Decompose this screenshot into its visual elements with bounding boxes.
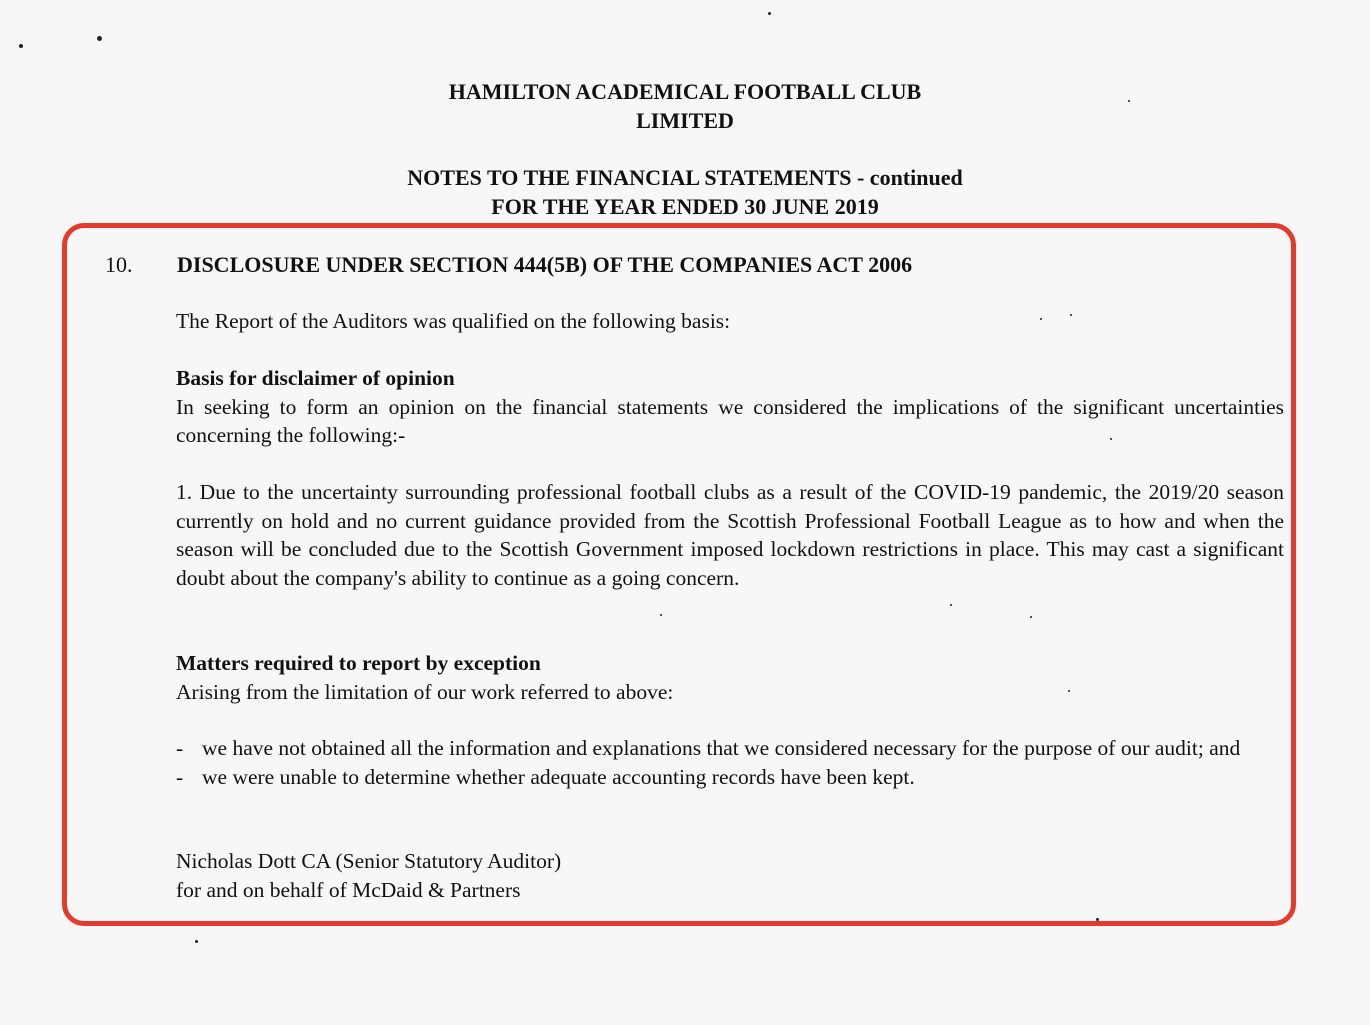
bullet-list	[176, 734, 1284, 791]
document-header	[0, 77, 1370, 135]
intro-text: The Report of the Auditors was qualified on the following basis:	[176, 309, 731, 333]
list-item	[176, 734, 1284, 763]
matters-section	[176, 649, 1284, 706]
signatory-name: Nicholas Dott CA (Senior Statutory Auditor)	[176, 849, 562, 873]
point-1-text: 1. Due to the uncertainty surrounding professional football clubs as a result of the COVID-19 pandemic, the 2019/20 season currently on hold and no current guidance provided from the Scottish Professional Football League as to how and when the season will be concluded due to the Scottish Government imposed lockdown restrictions in place. This may cast a significant doubt about the company's ability to continue as a going concern.	[176, 480, 1284, 590]
matters-text: Arising from the limitation of our work referred to above:	[176, 679, 674, 704]
continued-label: - continued	[851, 165, 963, 190]
firm-name: for and on behalf of McDaid & Partners	[176, 877, 521, 902]
signature-block	[176, 847, 1284, 904]
club-name-suffix: LIMITED	[636, 108, 734, 133]
scan-speck	[768, 12, 771, 15]
club-name: HAMILTON ACADEMICAL FOOTBALL CLUB	[448, 79, 922, 104]
bullet-dash: -	[176, 736, 184, 760]
bullet-text: we were unable to determine whether adequate accounting records have been kept.	[202, 764, 915, 789]
bullet-dash: -	[176, 764, 184, 789]
scan-speck	[195, 940, 198, 943]
bullet-text: we have not obtained all the information and explanations that we considered necessary for the purpose of our audit; and	[202, 736, 1241, 760]
matters-heading: Matters required to report by exception	[176, 651, 541, 675]
section-number: 10.	[105, 252, 133, 277]
notes-title: NOTES TO THE FINANCIAL STATEMENTS - continued	[407, 165, 963, 190]
basis-section	[176, 364, 1284, 450]
year-ended-title: FOR THE YEAR ENDED 30 JUNE 2019	[491, 194, 879, 219]
scan-speck	[19, 44, 23, 48]
list-item	[176, 763, 1284, 792]
basis-text: In seeking to form an opinion on the financial statements we considered the implications of the significant uncertainties concerning the following:-	[176, 394, 1284, 448]
section-title: DISCLOSURE UNDER SECTION 444(5B) OF THE COMPANIES ACT 2006	[177, 252, 913, 277]
basis-heading: Basis for disclaimer of opinion	[176, 366, 455, 390]
document-subheader	[0, 163, 1370, 221]
scan-speck	[97, 36, 102, 41]
